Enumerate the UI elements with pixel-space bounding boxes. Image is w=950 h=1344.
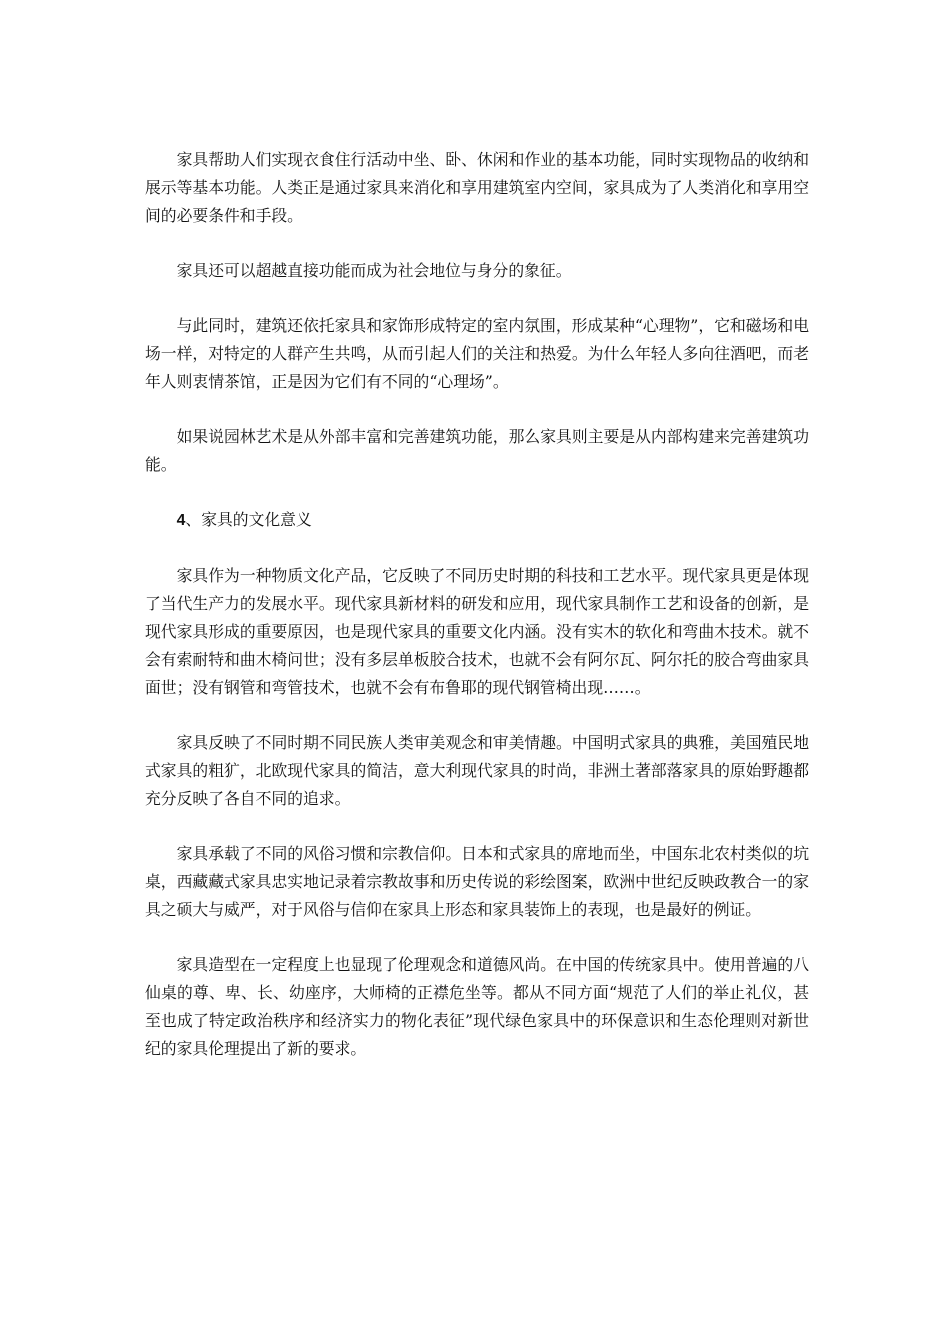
paragraph-aesthetics: 家具反映了不同时期不同民族人类审美观念和审美情趣。中国明式家具的典雅，美国殖民地式家具的粗犷，北欧现代家具的简洁，意大利现代家具的时尚，非洲土著部落家具的原始野趣都充分反映了各自不同的追求。 — [145, 733, 809, 808]
document-body — [145, 146, 809, 1063]
paragraph-garden-comparison: 如果说园林艺术是从外部丰富和完善建筑功能，那么家具则主要是从内部构建来完善建筑功能。 — [145, 427, 809, 474]
paragraph-customs-religion: 家具承载了不同的风俗习惯和宗教信仰。日本和式家具的席地而坐，中国东北农村类似的坑桌，西藏藏式家具忠实地记录着宗教故事和历史传说的彩绘图案，欧洲中世纪反映政教合一的家具之硕大与威严，对于风俗与信仰在家具上形态和家具装饰上的表现，也是最好的例证。 — [145, 844, 809, 919]
section-title: 、家具的文化意义 — [185, 510, 312, 529]
paragraph-status-symbol: 家具还可以超越直接功能而成为社会地位与身分的象征。 — [176, 261, 572, 280]
paragraph-basic-function: 家具帮助人们实现衣食住行活动中坐、卧、休闲和作业的基本功能，同时实现物品的收纳和展示等基本功能。人类正是通过家具来消化和享用建筑室内空间，家具成为了人类消化和享用空间的必要条件和手段。 — [145, 150, 809, 225]
paragraph-psychological-field: 与此同时，建筑还依托家具和家饰形成特定的室内氛围，形成某种“心理物”，它和磁场和电场一样，对特定的人群产生共鸣，从而引起人们的关注和热爱。为什么年轻人多向往酒吧，而老年人则衷情茶馆，正是因为它们有不同的“心理场”。 — [145, 316, 809, 391]
paragraph-technology: 家具作为一种物质文化产品，它反映了不同历史时期的科技和工艺水平。现代家具更是体现了当代生产力的发展水平。现代家具新材料的研发和应用，现代家具制作工艺和设备的创新，是现代家具形成的重要原因，也是现代家具的重要文化内涵。没有实木的软化和弯曲木技术。就不会有索耐特和曲木椅问世；没有多层单板胶合技术，也就不会有阿尔瓦、阿尔托的胶合弯曲家具面世；没有钢管和弯管技术，也就不会有布鲁耶的现代钢管椅出现……。 — [145, 566, 809, 697]
section-heading — [145, 506, 809, 535]
paragraph-ethics: 家具造型在一定程度上也显现了伦理观念和道德风尚。在中国的传统家具中。使用普遍的八仙桌的尊、卑、长、幼座序，大师椅的正襟危坐等。都从不同方面“规范了人们的举止礼仪，甚至也成了特定政治秩序和经济实力的物化表征”现代绿色家具中的环保意识和生态伦理则对新世纪的家具伦理提出了新的要求。 — [145, 955, 809, 1058]
section-number: 4 — [176, 512, 186, 529]
